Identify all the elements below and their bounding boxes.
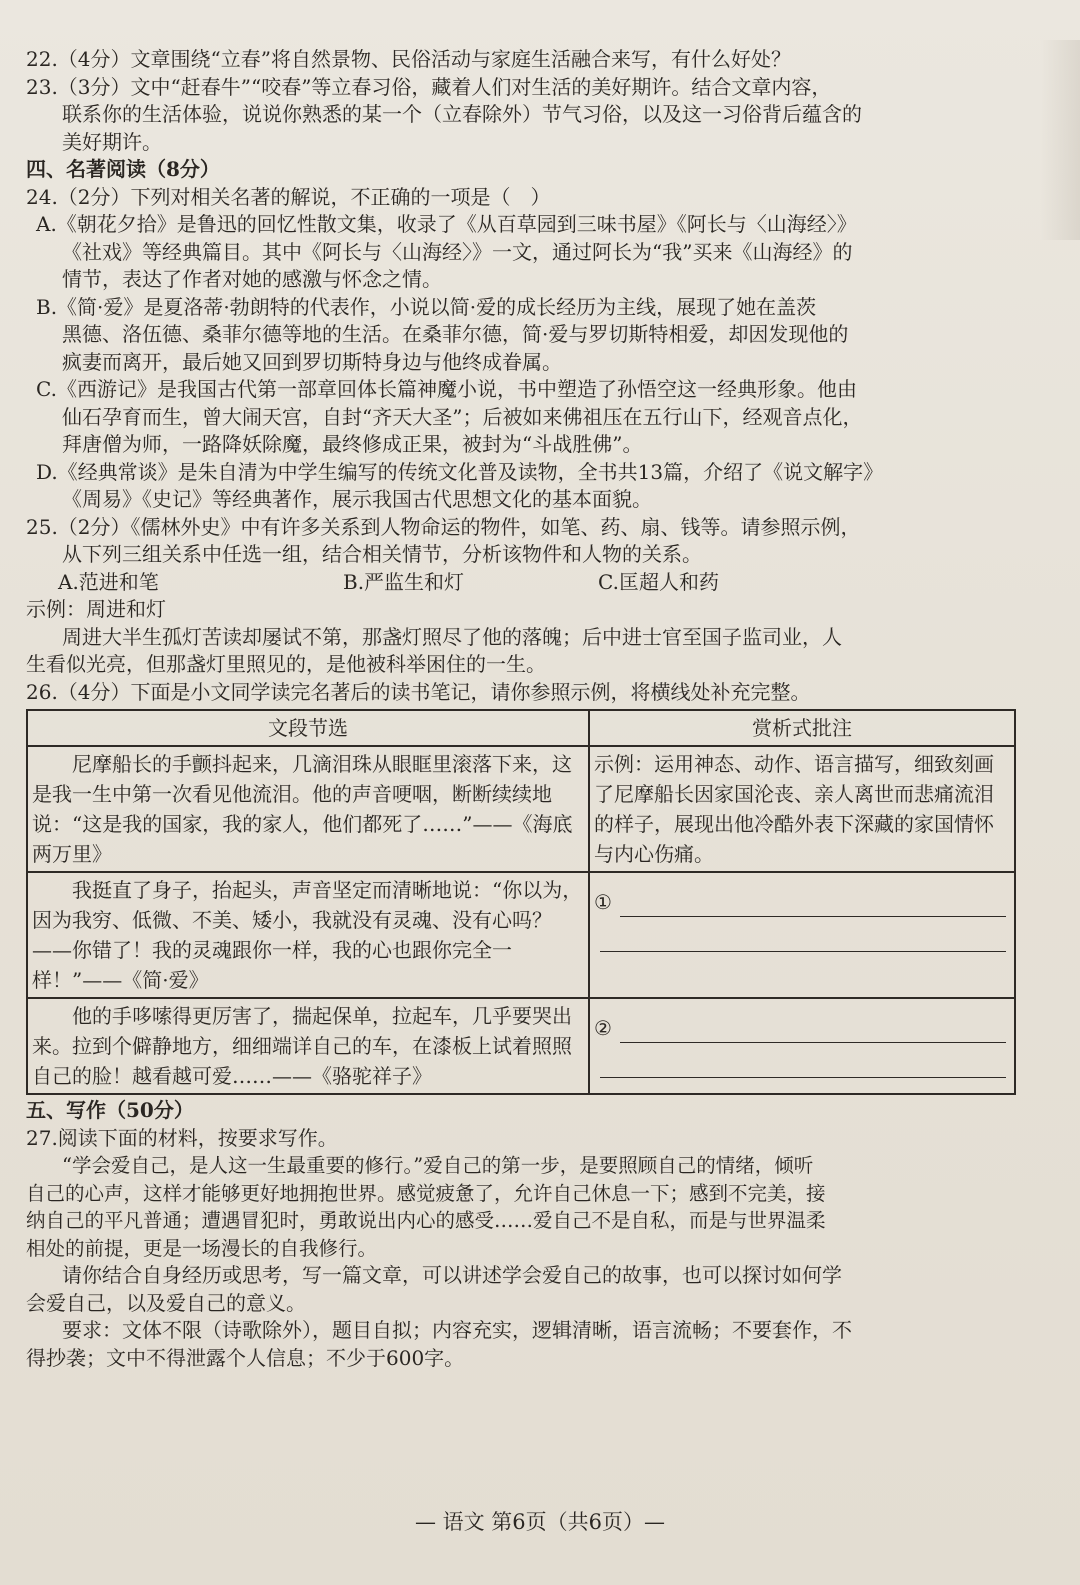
section-title-reading: 四、名著阅读（8分） bbox=[26, 157, 220, 181]
question-23-line: 美好期许。 bbox=[62, 129, 162, 154]
question-27 bbox=[26, 1125, 1026, 1373]
question-27-stem: 27.阅读下面的材料，按要求写作。 bbox=[26, 1125, 338, 1150]
writing-material bbox=[26, 1152, 1026, 1262]
example-text: 生看似光亮，但那盏灯里照见的，是他被科举困住的一生。 bbox=[26, 652, 546, 676]
answer-blank-1[interactable] bbox=[594, 883, 1010, 917]
excerpt-text: 我挺直了身子，抬起头，声音坚定而清晰地说：“你以为，因为我穷、低微、不美、矮小，我就没有灵魂、没有心吗？——你错了！我的灵魂跟你一样，我的心也跟你完全一样！”——《简·爱》 bbox=[32, 878, 583, 992]
material-line: 相处的前提，更是一场漫长的自我修行。 bbox=[26, 1236, 378, 1260]
option-line: 仙石孕育而生，曾大闹天宫，自封“齐天大圣”；后被如来佛祖压在五行山下，经观音点化， bbox=[62, 404, 863, 429]
requirements-line: 得抄袭；文中不得泄露个人信息；不少于600字。 bbox=[26, 1345, 465, 1370]
option-c-label: C.匡超人和药 bbox=[598, 569, 719, 594]
reading-notes-table bbox=[26, 709, 1016, 1095]
requirements-line: 要求：文体不限（诗歌除外），题目自拟；内容充实，逻辑清晰，语言流畅；不要套作，不 bbox=[62, 1318, 852, 1342]
option-line: 《周易》《史记》等经典著作，展示我国古代思想文化的基本面貌。 bbox=[62, 487, 652, 511]
page-footer: — 语文 第6页（共6页）— bbox=[414, 1510, 666, 1534]
excerpt-cell bbox=[27, 746, 589, 872]
annotation-text: 示例：运用神态、动作、语言描写，细致刻画了尼摩船长因家国沦丧、亲人离世而悲痛流泪的样子，展现出他冷酷外表下深藏的家国情怀与内心伤痛。 bbox=[594, 752, 994, 866]
prompt-line: 请你结合自身经历或思考，写一篇文章，可以讲述学会爱自己的故事，也可以探讨如何学 bbox=[62, 1263, 842, 1287]
option-line: 拜唐僧为师，一路降妖除魔，最终修成正果，被封为“斗战胜佛”。 bbox=[62, 432, 643, 456]
option-line: 疯妻而离开，最后她又回到罗切斯特身边与他终成眷属。 bbox=[62, 349, 562, 374]
annotation-cell bbox=[589, 746, 1015, 872]
table-row bbox=[27, 998, 1015, 1094]
table-row bbox=[27, 872, 1015, 998]
question-25 bbox=[26, 514, 1026, 679]
page-edge-shadow bbox=[1040, 40, 1080, 240]
annotation-cell bbox=[589, 998, 1015, 1094]
option-a bbox=[26, 211, 1026, 294]
question-24-stem: 24.（2分）下列对相关名著的解说，不正确的一项是（ ） bbox=[26, 184, 551, 209]
answer-blank-2[interactable] bbox=[594, 1009, 1010, 1043]
option-line: A.《朝花夕拾》是鲁迅的回忆性散文集，收录了《从百草园到三味书屋》《阿长与〈山海经〉》 bbox=[36, 212, 857, 236]
excerpt-cell bbox=[27, 998, 589, 1094]
option-line: 黑德、洛伍德、桑菲尔德等地的生活。在桑菲尔德，简·爱与罗切斯特相爱，却因发现他的 bbox=[62, 322, 849, 346]
question-24 bbox=[26, 184, 1026, 514]
question-23-line: 联系你的生活体验，说说你熟悉的某一个（立春除外）节气习俗，以及这一习俗背后蕴含的 bbox=[62, 102, 862, 126]
option-line: D.《经典常谈》是朱自清为中学生编写的传统文化普及读物，全书共13篇，介绍了《说文解字》 bbox=[36, 459, 884, 484]
excerpt-text: 尼摩船长的手颤抖起来，几滴泪珠从眼眶里滚落下来，这是我一生中第一次看见他流泪。他的声音哽咽，断断续续地说：“这是我的国家，我的家人，他们都死了……”——《海底两万里》 bbox=[32, 752, 573, 866]
prompt-line: 会爱自己，以及爱自己的意义。 bbox=[26, 1290, 306, 1315]
answer-line[interactable] bbox=[600, 917, 1006, 952]
question-25-stem: 25.（2分）《儒林外史》中有许多关系到人物命运的物件，如笔、药、扇、钱等。请参照示例， bbox=[26, 514, 861, 539]
excerpt-text: 他的手哆嗦得更厉害了，揣起保单，拉起车，几乎要哭出来。拉到个僻静地方，细细端详自己的车，在漆板上试着照照自己的脸！越看越可爱……——《骆驼祥子》 bbox=[32, 1004, 572, 1088]
question-23 bbox=[26, 74, 1026, 157]
option-c bbox=[26, 376, 1026, 459]
material-line: 纳自己的平凡普通；遭遇冒犯时，勇敢说出内心的感受……爱自己不是自私，而是与世界温柔 bbox=[26, 1209, 826, 1232]
option-line: B.《简·爱》是夏洛蒂·勃朗特的代表作，小说以简·爱的成长经历为主线，展现了她在盖茨 bbox=[36, 294, 817, 319]
example-text: 周进大半生孤灯苦读却屡试不第，那盏灯照尽了他的落魄；后中进士官至国子监司业，人 bbox=[62, 624, 842, 649]
section-title-writing: 五、写作（50分） bbox=[26, 1098, 194, 1122]
table-header-row bbox=[27, 710, 1015, 746]
question-26-stem: 26.（4分）下面是小文同学读完名著后的读书笔记，请你参照示例，将横线处补充完整。 bbox=[26, 679, 811, 704]
option-b-label: B.严监生和灯 bbox=[343, 569, 465, 594]
option-a-label: A.范进和笔 bbox=[58, 569, 159, 594]
option-line: 《社戏》等经典篇目。其中《阿长与〈山海经〉》一文，通过阿长为“我”买来《山海经》的 bbox=[62, 239, 853, 264]
answer-line[interactable] bbox=[600, 1043, 1006, 1078]
material-line: 自己的心声，这样才能够更好地拥抱世界。感觉疲惫了，允许自己休息一下；感到不完美，接 bbox=[26, 1181, 826, 1205]
table-row bbox=[27, 746, 1015, 872]
answer-line bbox=[620, 894, 1006, 917]
annotation-cell bbox=[589, 872, 1015, 998]
page-content bbox=[26, 46, 1026, 1372]
option-line: C.《西游记》是我国古代第一部章回体长篇神魔小说，书中塑造了孙悟空这一经典形象。他由 bbox=[36, 377, 857, 401]
excerpt-cell bbox=[27, 872, 589, 998]
material-line: “学会爱自己，是人这一生最重要的修行。”爱自己的第一步，是要照顾自己的情绪，倾听 bbox=[62, 1154, 814, 1177]
blank-number: ① bbox=[594, 890, 612, 914]
header-annotation: 赏析式批注 bbox=[589, 710, 1015, 746]
question-23-line: 23.（3分）文中“赶春牛”“咬春”等立春习俗，藏着人们对生活的美好期许。结合文章内容， bbox=[26, 74, 832, 99]
option-d bbox=[26, 459, 1026, 514]
option-b bbox=[26, 294, 1026, 377]
question-26 bbox=[26, 679, 1026, 1096]
blank-number: ② bbox=[594, 1016, 612, 1040]
answer-line bbox=[620, 1020, 1006, 1043]
example-title: 示例：周进和灯 bbox=[26, 597, 166, 621]
question-22: 22.（4分）文章围绕“立春”将自然景物、民俗活动与家庭生活融合来写，有什么好处？ bbox=[26, 47, 791, 71]
question-25-stem: 从下列三组关系中任选一组，结合相关情节，分析该物件和人物的关系。 bbox=[62, 542, 702, 566]
header-excerpt: 文段节选 bbox=[27, 710, 589, 746]
question-25-options bbox=[26, 569, 1026, 597]
option-line: 情节，表达了作者对她的感激与怀念之情。 bbox=[62, 267, 442, 291]
